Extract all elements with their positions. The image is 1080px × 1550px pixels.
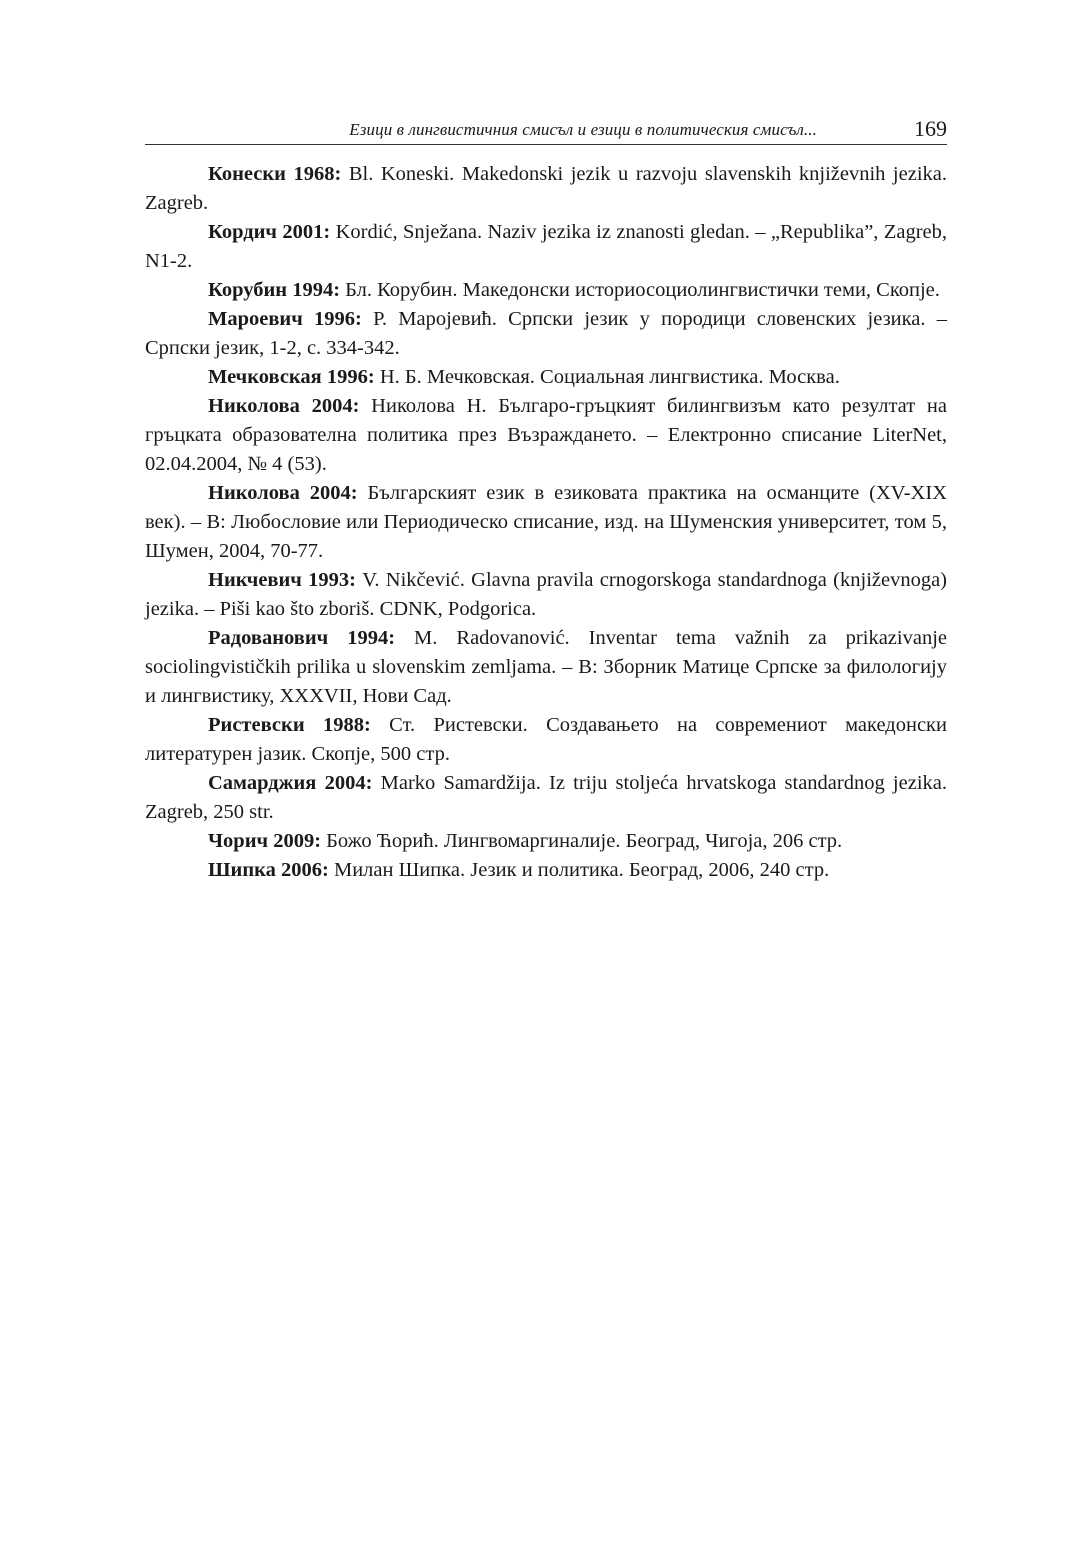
book-page [145,112,947,885]
reference-entry [145,305,947,363]
reference-text: Bl. Koneski. Makedonski jezik u razvoju slavenskih književnih jezika. Zagreb. [145,163,947,214]
reference-entry [145,711,947,769]
reference-text: Николова Н. Българо-гръцкият билингвизъм като резултат на гръцката образователна политика през Възраждането. – Електронно списание LiterNet, 02.04.2004, № 4 (53). [145,395,947,475]
reference-text: Н. Б. Мечковская. Социальная лингвистика. Москва. [374,366,840,388]
reference-entry [145,566,947,624]
reference-key: Мечковская 1996: [208,366,375,388]
reference-entry [145,827,947,856]
reference-key: Николова 2004: [208,395,360,417]
reference-key: Самарджия 2004: [208,772,373,794]
reference-entry [145,769,947,827]
reference-text: Kordić, Snježana. Naziv jezika iz znanosti gledan. – „Republika”, Zagreb, N1-2. [145,221,947,272]
reference-list [145,160,947,885]
reference-text: Българският език в езиковата практика на османците (XV-XIX век). – В: Любословие или Периодическо списание, изд. на Шуменския университет, том 5, Шумен, 2004, 70-77. [145,482,947,562]
reference-entry [145,363,947,392]
reference-text: M. Radovanović. Inventar tema važnih za prikazivanje sociolingvističkih prilika u slovenskim zemljama. – В: Зборник Матице Српске за филологију и лингвистику, XXXVII, Нови Сад. [145,627,947,707]
reference-entry [145,392,947,479]
reference-entry [145,276,947,305]
reference-key: Корубин 1994: [208,279,341,301]
running-title: Езици в лингвистичния смисъл и езици в политическия смисъл... [349,120,817,139]
reference-text: Marko Samardžija. Iz triju stoljeća hrvatskoga standardnog jezika. Zagreb, 250 str. [145,772,947,823]
reference-key: Мароевич 1996: [208,308,362,330]
page-number: 169 [914,116,947,141]
reference-key: Кордич 2001: [208,221,331,243]
reference-entry [145,624,947,711]
reference-text: Ст. Ристевски. Создавањето на современиот македонски литературен јазик. Скопје, 500 стр. [145,714,947,765]
reference-entry [145,856,947,885]
reference-text: Р. Маројевић. Српски језик у породици словенских језика. – Српски језик, 1-2, с. 334-342. [145,308,947,359]
reference-key: Радованович 1994: [208,627,396,649]
reference-key: Шипка 2006: [208,859,329,881]
reference-text: Божо Ћорић. Лингвомаргиналије. Београд, Чигоја, 206 стр. [321,830,843,852]
reference-text: V. Nikčević. Glavna pravila crnogorskoga standardnoga (književnoga) jezika. – Piši kao što zboriš. CDNK, Podgorica. [145,569,948,620]
reference-key: Николова 2004: [208,482,358,504]
reference-entry [145,160,947,218]
reference-key: Никчевич 1993: [208,569,356,591]
reference-entry [145,479,947,566]
reference-key: Конески 1968: [208,163,342,185]
running-header [145,112,947,145]
reference-entry [145,218,947,276]
reference-text: Милан Шипка. Језик и политика. Београд, 2006, 240 стр. [328,859,830,881]
reference-key: Ристевски 1988: [208,714,371,736]
reference-text: Бл. Корубин. Македонски историосоциолингвистички теми, Скопје. [340,279,940,301]
reference-key: Чорич 2009: [208,830,322,852]
